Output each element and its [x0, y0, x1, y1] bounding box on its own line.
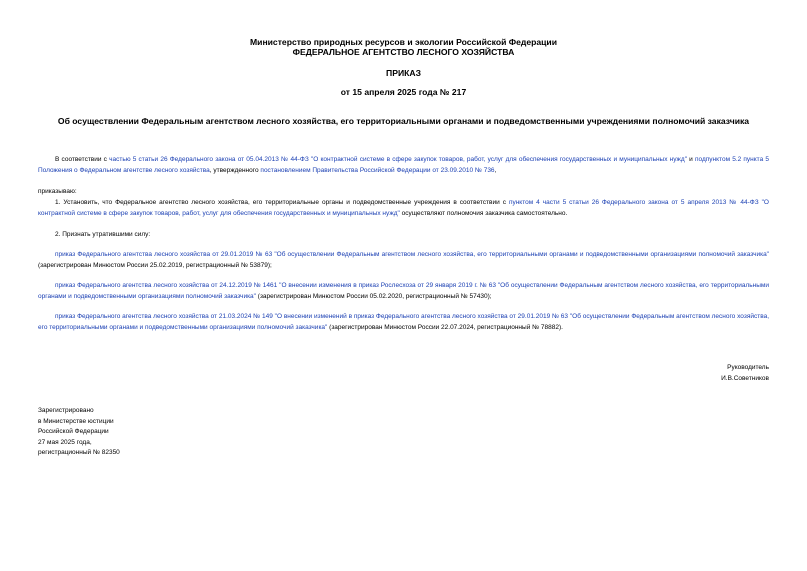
- order-word: приказываю:: [38, 188, 77, 195]
- item-1-paragraph: 1. Установить, что Федеральное агентство лесного хозяйства, его территориальные органы и подведомственные учреждения в соответствии с пунктом 4 части 5 статьи 26 Федерального закона от 5 апреля 2013 № 44-ФЗ "О контрактной системе в сфере закупок товаров, работ, услуг для обеспечения государственных и муниципальных нужд" осуществляют полномочия заказчика самостоятельно.: [38, 199, 769, 217]
- regulation-link[interactable]: подпунктом 5.2 пункта 5 Положения о Федеральном агентстве лесного хозяйства: [38, 156, 769, 174]
- document-date-number: от 15 апреля 2025 года № 217: [340, 87, 467, 97]
- repealed-order-1-link[interactable]: приказ Федерального агентства лесного хозяйства от 29.01.2019 № 63 "Об осуществлении Федеральным агентством лесного хозяйства, его территориальными органами и подведомственными организациями полномочий заказчика": [55, 251, 769, 258]
- law-44fz-clause-link[interactable]: пунктом 4 части 5 статьи 26 Федерального закона от 5 апреля 2013 № 44-ФЗ "О контрактной системе в сфере закупок товаров, работ, услуг для обеспечения государственных и муниципальных нужд": [38, 199, 769, 217]
- document-title: Об осуществлении Федеральным агентством лесного хозяйства, его территориальными органами и подведомственными учреждениями полномочий заказчика: [57, 116, 750, 126]
- ministry-name: Министерство природных ресурсов и экологии Российской Федерации: [250, 37, 557, 47]
- repealed-order-3: приказ Федерального агентства лесного хозяйства от 21.03.2024 № 149 "О внесении изменений в приказ Федерального агентства лесного хозяйства от 29.01.2019 № 63 "Об осуществлении Федеральным агентством лесного хозяйства, его территориальными органами и подведомственными организациями полномочий заказчика" (зарегистрирован Минюстом России 22.07.2024, регистрационный № 78882).: [38, 313, 769, 331]
- signature-position: Руководитель: [727, 364, 769, 371]
- registration-number: регистрационный № 82350: [38, 449, 120, 456]
- registration-block: [38, 406, 258, 459]
- preamble-text: В соответствии с: [55, 156, 110, 163]
- document-type: ПРИКАЗ: [386, 68, 421, 78]
- preamble-paragraph: В соответствии с частью 5 статьи 26 Федерального закона от 05.04.2013 № 44-ФЗ "О контрактной системе в сфере закупок товаров, работ, услуг для обеспечения государственных и муниципальных нужд" и подпунктом 5.2 пункта 5 Положения о Федеральном агентстве лесного хозяйства, утвержденного постановлением Правительства Российской Федерации от 23.09.2010 № 736,: [38, 156, 769, 174]
- repealed-order-3-link[interactable]: приказ Федерального агентства лесного хозяйства от 21.03.2024 № 149 "О внесении изменений в приказ Федерального агентства лесного хозяйства от 29.01.2019 № 63 "Об осуществлении Федеральным агентством лесного хозяйства, его территориальными органами и подведомственными организациями полномочий заказчика": [38, 313, 769, 331]
- repealed-order-2: приказ Федерального агентства лесного хозяйства от 24.12.2019 № 1461 "О внесении изменения в приказ Рослесхоза от 29 января 2019 г. № 63 "Об осуществлении Федеральным агентством лесного хозяйства, его территориальными органами и подведомственными организациями полномочий заказчика" (зарегистрирован Минюстом России 05.02.2020, регистрационный № 57430);: [38, 282, 769, 300]
- repealed-order-1: приказ Федерального агентства лесного хозяйства от 29.01.2019 № 63 "Об осуществлении Федеральным агентством лесного хозяйства, его территориальными органами и подведомственными организациями полномочий заказчика" (зарегистрирован Минюстом России 25.02.2019, регистрационный № 53879);: [38, 251, 769, 269]
- registration-line: Зарегистрировано: [38, 407, 94, 414]
- registration-date: 27 мая 2025 года,: [38, 438, 92, 446]
- item-2-paragraph: 2. Признать утратившими силу:: [55, 231, 151, 238]
- repealed-order-2-link[interactable]: приказ Федерального агентства лесного хозяйства от 24.12.2019 № 1461 "О внесении изменения в приказ Рослесхоза от 29 января 2019 г. № 63 "Об осуществлении Федеральным агентством лесного хозяйства, его территориальными органами и подведомственными организациями полномочий заказчика": [38, 282, 769, 300]
- law-44fz-link[interactable]: частью 5 статьи 26 Федерального закона от 05.04.2013 № 44-ФЗ "О контрактной системе в сфере закупок товаров, работ, услуг для обеспечения государственных и муниципальных нужд": [109, 156, 687, 163]
- government-decree-link[interactable]: постановлением Правительства Российской Федерации от 23.09.2010 № 736: [260, 167, 495, 174]
- signature-name: И.В.Советников: [721, 375, 769, 382]
- agency-name: ФЕДЕРАЛЬНОЕ АГЕНТСТВО ЛЕСНОГО ХОЗЯЙСТВА: [292, 47, 515, 57]
- registration-line: в Министерстве юстиции: [38, 417, 114, 425]
- registration-line: Российской Федерации: [38, 428, 109, 435]
